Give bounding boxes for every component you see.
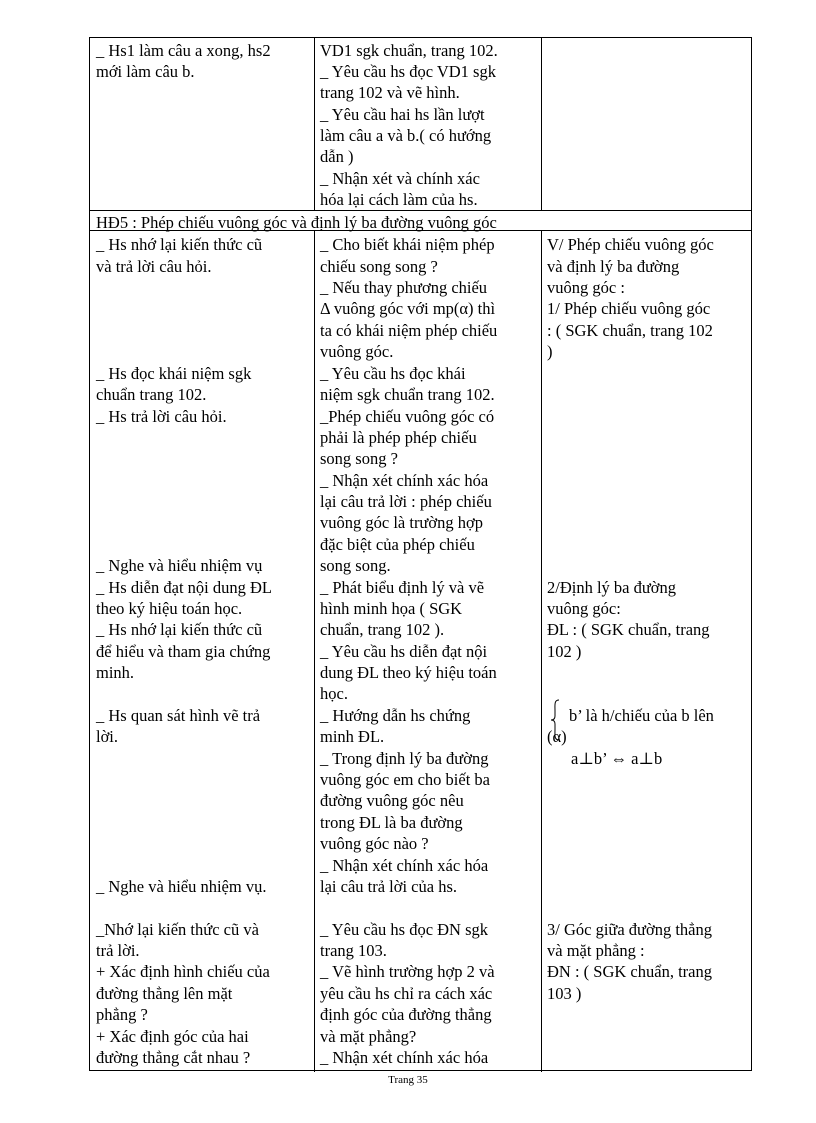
table-cell-line: _ Nghe và hiểu nhiệm vụ. bbox=[96, 877, 267, 896]
table-cell-line: và trả lời câu hỏi. bbox=[96, 257, 212, 276]
table-cell-line: vuông góc em cho biết ba bbox=[320, 770, 490, 789]
table-cell-line: _ Phát biểu định lý và vẽ bbox=[320, 578, 485, 597]
table-cell-line: _ Yêu cầu hs đọc khái bbox=[320, 364, 466, 383]
table-cell-line: _ Nghe và hiểu nhiệm vụ bbox=[96, 556, 263, 575]
table-cell-line: minh ĐL. bbox=[320, 727, 385, 746]
table-cell-line: _Nhớ lại kiến thức cũ và bbox=[96, 920, 259, 939]
table-cell-line: _ Trong định lý ba đường bbox=[320, 749, 489, 768]
table-cell-line: phải là phép phép chiếu bbox=[320, 428, 477, 447]
table-cell-line: ĐN : ( SGK chuẩn, trang bbox=[547, 962, 712, 981]
table-cell-line: song song ? bbox=[320, 449, 398, 468]
table-cell-line: theo ký hiệu toán học. bbox=[96, 599, 243, 618]
table-cell-line: _ Hs nhớ lại kiến thức cũ bbox=[96, 235, 263, 254]
table-cell-line: hình minh họa ( SGK bbox=[320, 599, 463, 618]
table-cell-line: đường thẳng cắt nhau ? bbox=[96, 1048, 251, 1067]
column-divider bbox=[314, 38, 315, 210]
formula-line: (α) bbox=[547, 727, 567, 746]
table-cell-line: đường vuông góc nêu bbox=[320, 791, 464, 810]
table-cell-line: và mặt phẳng? bbox=[320, 1027, 417, 1046]
table-cell-line: vuông góc nào ? bbox=[320, 834, 429, 853]
table-cell-line: _ Nhận xét chính xác hóa bbox=[320, 1048, 489, 1067]
table-cell-line: _ Hs1 làm câu a xong, hs2 bbox=[96, 41, 271, 60]
column-divider bbox=[541, 38, 542, 210]
table-cell-line: và mặt phẳng : bbox=[547, 941, 645, 960]
table-cell-line: Δ vuông góc với mp(α) thì bbox=[320, 299, 496, 318]
table-cell-line: trang 103. bbox=[320, 941, 387, 960]
table-cell-line: mới làm câu b. bbox=[96, 62, 195, 81]
table-cell-line: học. bbox=[320, 684, 348, 703]
table-cell-line: _ Hs đọc khái niệm sgk bbox=[96, 364, 252, 383]
table-cell-line: _ Yêu cầu hs diễn đạt nội bbox=[320, 642, 488, 661]
table-cell-line: _ Nhận xét và chính xác bbox=[320, 169, 480, 188]
table-cell-line: 102 ) bbox=[547, 642, 582, 661]
formula-line: a⊥b’ ⇔ a⊥b bbox=[571, 749, 663, 768]
table-cell-line: vuông góc là trường hợp bbox=[320, 513, 483, 532]
table-cell-line: _ Yêu cầu hs đọc VD1 sgk bbox=[320, 62, 496, 81]
table-cell-line: : ( SGK chuẩn, trang 102 bbox=[547, 321, 713, 340]
table-cell-line: làm câu a và b.( có hướng bbox=[320, 126, 492, 145]
table-cell-line: để hiểu và tham gia chứng bbox=[96, 642, 271, 661]
table-cell-line: 103 ) bbox=[547, 984, 582, 1003]
table-cell-line: niệm sgk chuẩn trang 102. bbox=[320, 385, 495, 404]
table-cell-line: _ Cho biết khái niệm phép bbox=[320, 235, 495, 254]
table-cell-line: định góc của đường thẳng bbox=[320, 1005, 492, 1024]
table-cell-line: và định lý ba đường bbox=[547, 257, 680, 276]
table-cell-line: _ Hs quan sát hình vẽ trả bbox=[96, 706, 261, 725]
table-cell-line: dung ĐL theo ký hiệu toán bbox=[320, 663, 497, 682]
formula-line: b’ là h/chiếu của b lên bbox=[569, 706, 714, 725]
table-cell-line: trang 102 và vẽ hình. bbox=[320, 83, 460, 102]
table-cell-line: chuẩn trang 102. bbox=[96, 385, 207, 404]
table-cell-line: _ Vẽ hình trường hợp 2 và bbox=[320, 962, 495, 981]
column-divider bbox=[541, 230, 542, 1072]
lesson-plan-table bbox=[89, 37, 752, 1071]
table-cell-line: dẫn ) bbox=[320, 147, 354, 166]
table-cell-line: ) bbox=[547, 342, 553, 361]
table-cell-line: đường thẳng lên mặt bbox=[96, 984, 233, 1003]
table-cell-line: vuông góc. bbox=[320, 342, 394, 361]
table-cell-line: hóa lại cách làm của hs. bbox=[320, 190, 478, 209]
table-cell-line: + Xác định hình chiếu của bbox=[96, 962, 270, 981]
table-cell-line: 2/Định lý ba đường bbox=[547, 578, 677, 597]
table-cell-line: minh. bbox=[96, 663, 135, 682]
table-cell-line: chiếu song song ? bbox=[320, 257, 438, 276]
table-cell-line: ta có khái niệm phép chiếu bbox=[320, 321, 498, 340]
table-cell-line: lại câu trả lời : phép chiếu bbox=[320, 492, 492, 511]
section-title: HĐ5 : Phép chiếu vuông góc và định lý ba đường vuông góc bbox=[96, 213, 497, 232]
row-divider bbox=[90, 210, 751, 211]
table-cell-line: phẳng ? bbox=[96, 1005, 148, 1024]
table-cell-line: _ Yêu cầu hai hs lần lượt bbox=[320, 105, 485, 124]
table-cell-line: lại câu trả lời của hs. bbox=[320, 877, 458, 896]
table-cell-line: song song. bbox=[320, 556, 391, 575]
column-divider bbox=[314, 230, 315, 1072]
table-cell-line: vuông góc : bbox=[547, 278, 625, 297]
table-cell-line: _ Nếu thay phương chiếu bbox=[320, 278, 488, 297]
table-cell-line: VD1 sgk chuẩn, trang 102. bbox=[320, 41, 498, 60]
table-cell-line: yêu cầu hs chỉ ra cách xác bbox=[320, 984, 493, 1003]
table-cell-line: _ Yêu cầu hs đọc ĐN sgk bbox=[320, 920, 489, 939]
page-number: Trang 35 bbox=[388, 1074, 428, 1086]
table-cell-line: + Xác định góc của hai bbox=[96, 1027, 249, 1046]
table-cell-line: trả lời. bbox=[96, 941, 140, 960]
table-cell-line: _ Hs diễn đạt nội dung ĐL bbox=[96, 578, 272, 597]
table-cell-line: 3/ Góc giữa đường thẳng bbox=[547, 920, 712, 939]
table-cell-line: đặc biệt của phép chiếu bbox=[320, 535, 475, 554]
table-cell-line: lời. bbox=[96, 727, 119, 746]
table-cell-line: vuông góc: bbox=[547, 599, 621, 618]
table-cell-line: V/ Phép chiếu vuông góc bbox=[547, 235, 714, 254]
table-cell-line: 1/ Phép chiếu vuông góc bbox=[547, 299, 711, 318]
table-cell-line: _ Hs nhớ lại kiến thức cũ bbox=[96, 620, 263, 639]
table-cell-line: _ Nhận xét chính xác hóa bbox=[320, 856, 489, 875]
table-cell-line: chuẩn, trang 102 ). bbox=[320, 620, 445, 639]
table-cell-line: _ Hướng dẫn hs chứng bbox=[320, 706, 471, 725]
table-cell-line: _Phép chiếu vuông góc có bbox=[320, 407, 495, 426]
table-cell-line: ĐL : ( SGK chuẩn, trang bbox=[547, 620, 710, 639]
table-cell-line: _ Nhận xét chính xác hóa bbox=[320, 471, 489, 490]
table-cell-line: _ Hs trả lời câu hỏi. bbox=[96, 407, 227, 426]
table-cell-line: trong ĐL là ba đường bbox=[320, 813, 463, 832]
